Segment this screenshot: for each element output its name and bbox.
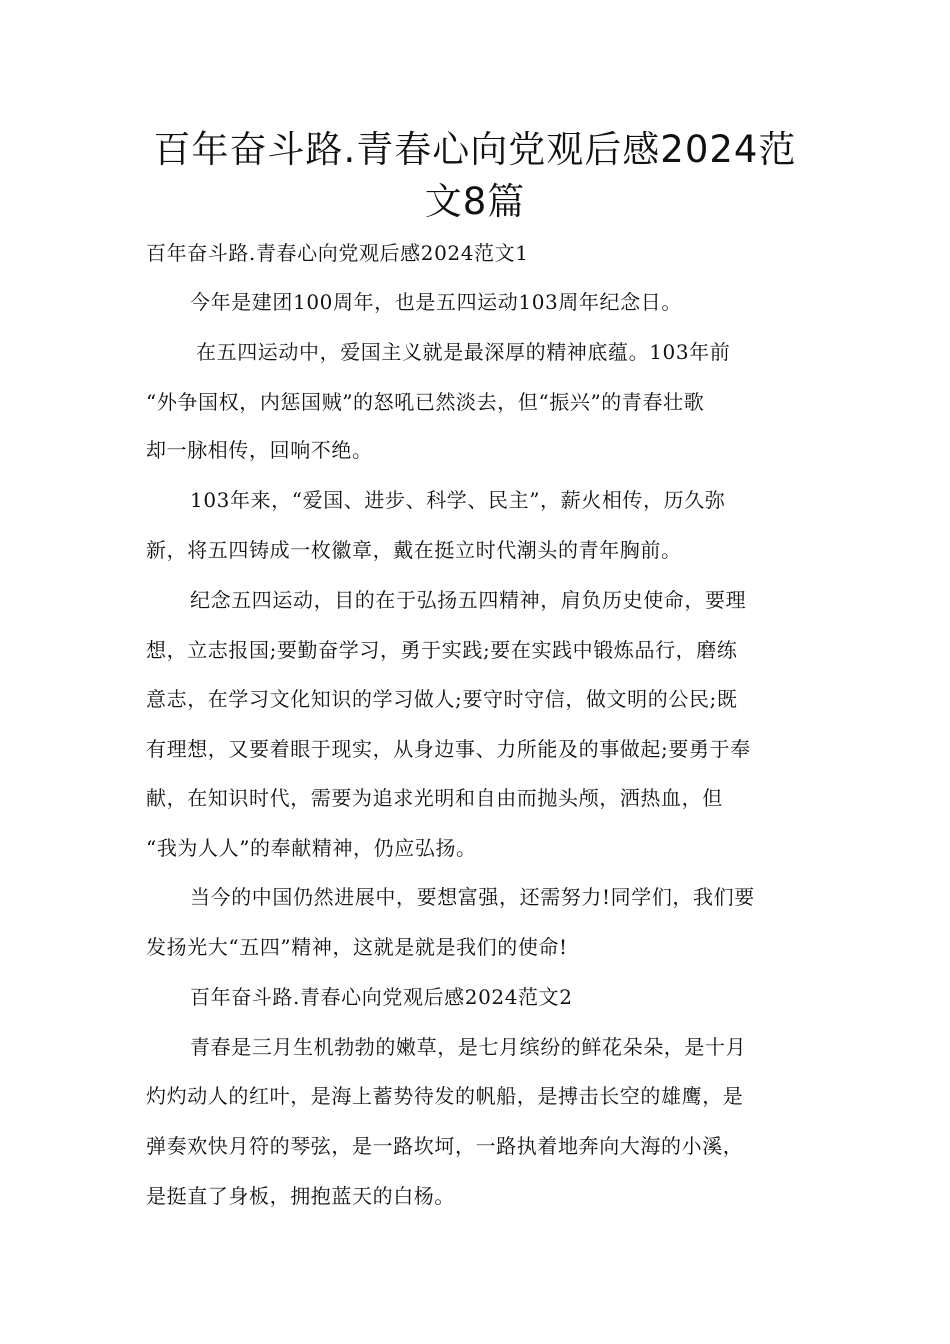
paragraph-line: 当今的中国仍然进展中，要想富强，还需努力!同学们，我们要 — [190, 885, 755, 909]
paragraph-line: 在五四运动中，爱国主义就是最深厚的精神底蕴。103年前 — [196, 340, 731, 364]
paragraph-line: “外争国权，内惩国贼”的怒吼已然淡去，但“振兴”的青春壮歌 — [146, 390, 705, 414]
paragraph-line: 新，将五四铸成一枚徽章，戴在挺立时代潮头的青年胸前。 — [146, 538, 682, 562]
paragraph-line: 想，立志报国;要勤奋学习，勇于实践;要在实践中锻炼品行，磨练 — [146, 638, 738, 662]
section-heading-2: 百年奋斗路.青春心向党观后感2024范文2 — [190, 985, 573, 1009]
paragraph-line: 有理想，又要着眼于现实，从身边事、力所能及的事做起;要勇于奉 — [146, 737, 751, 761]
paragraph-line: 纪念五四运动，目的在于弘扬五四精神，肩负历史使命，要理 — [190, 588, 747, 612]
paragraph-line: 青春是三月生机勃勃的嫩草，是七月缤纷的鲜花朵朵，是十月 — [190, 1035, 747, 1059]
paragraph-line: 发扬光大“五四”精神，这就是就是我们的使命! — [146, 935, 568, 959]
paragraph-line: “我为人人”的奉献精神，仍应弘扬。 — [146, 836, 477, 860]
paragraph-line: 意志，在学习文化知识的学习做人;要守时守信，做文明的公民;既 — [146, 687, 738, 711]
title-line-1: 百年奋斗路.青春心向党观后感2024范 — [153, 128, 797, 171]
document-title — [130, 124, 820, 228]
paragraph-line: 弹奏欢快月符的琴弦，是一路坎坷，一路执着地奔向大海的小溪， — [146, 1134, 744, 1158]
title-line-2: 文8篇 — [424, 180, 526, 223]
paragraph-line: 献，在知识时代，需要为追求光明和自由而抛头颅，洒热血，但 — [146, 786, 723, 810]
paragraph-line: 灼灼动人的红叶，是海上蓄势待发的帆船，是搏击长空的雄鹰，是 — [146, 1084, 744, 1108]
paragraph-line: 103年来，“爱国、进步、科学、民主”，薪火相传，历久弥 — [190, 488, 726, 512]
paragraph-line: 今年是建团100周年，也是五四运动103周年纪念日。 — [190, 290, 682, 314]
section-heading-1: 百年奋斗路.青春心向党观后感2024范文1 — [146, 241, 529, 265]
paragraph-line: 却一脉相传，回响不绝。 — [146, 438, 373, 462]
paragraph-line: 是挺直了身板，拥抱蓝天的白杨。 — [146, 1184, 455, 1208]
